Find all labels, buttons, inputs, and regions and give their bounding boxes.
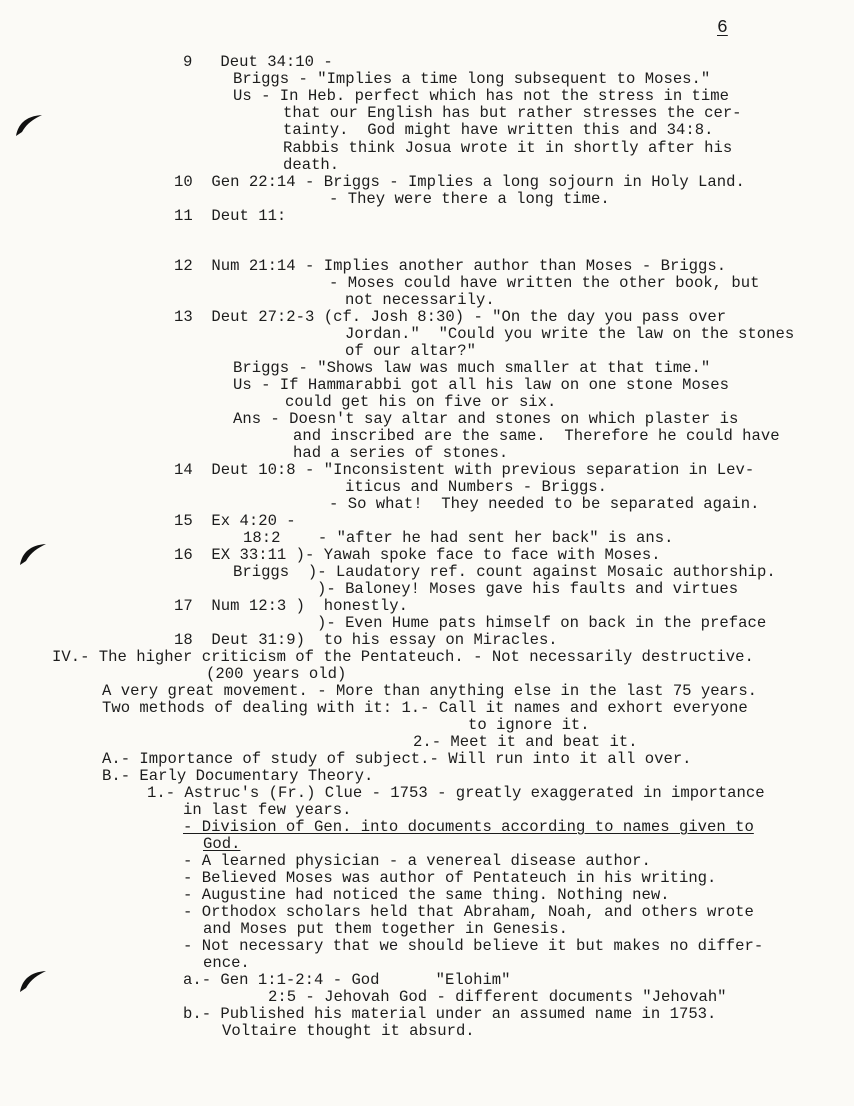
- text-line: Briggs - "Implies a time long subsequent to Moses.": [233, 70, 711, 88]
- text-line: IV.- The higher criticism of the Pentateuch. - Not necessarily destructive.: [52, 648, 754, 666]
- text-line: - Orthodox scholars held that Abraham, Noah, and others wrote: [183, 903, 754, 921]
- text-line: Rabbis think Josua wrote it in shortly after his: [283, 139, 733, 157]
- text-line: - They were there a long time.: [329, 190, 610, 208]
- text-line: - Moses could have written the other book, but: [329, 274, 760, 292]
- text-line: a.- Gen 1:1-2:4 - God "Elohim": [183, 971, 511, 989]
- text-line: - Believed Moses was author of Pentateuch in his writing.: [183, 869, 717, 887]
- text-line: 17 Num 12:3 ) honestly.: [174, 597, 408, 615]
- text-line: iticus and Numbers - Briggs.: [345, 478, 608, 496]
- text-line: 2.- Meet it and beat it.: [413, 733, 638, 751]
- text-line: had a series of stones.: [293, 444, 509, 462]
- text-line: 10 Gen 22:14 - Briggs - Implies a long sojourn in Holy Land.: [174, 173, 745, 191]
- text-line: - Not necessary that we should believe it but makes no differ-: [183, 937, 764, 955]
- text-line: and Moses put them together in Genesis.: [203, 920, 568, 938]
- text-line: 11 Deut 11:: [174, 207, 287, 225]
- text-line: )- Even Hume pats himself on back in the preface: [317, 614, 767, 632]
- text-line: 15 Ex 4:20 -: [174, 512, 296, 530]
- binder-hole-mark: [18, 541, 48, 567]
- text-line: Us - In Heb. perfect which has not the stress in time: [233, 87, 729, 105]
- text-line: (200 years old): [206, 665, 347, 683]
- text-line: Us - If Hammarabbi got all his law on one stone Moses: [233, 376, 729, 394]
- text-line: - Division of Gen. into documents according to names given to: [183, 818, 754, 836]
- text-line: 12 Num 21:14 - Implies another author than Moses - Briggs.: [174, 257, 727, 275]
- text-line: 18:2 - "after he had sent her back" is ans.: [243, 529, 674, 547]
- text-line: 16 EX 33:11 )- Yawah spoke face to face with Moses.: [174, 546, 661, 564]
- text-line: 1.- Astruc's (Fr.) Clue - 1753 - greatly exaggerated in importance: [147, 784, 765, 802]
- text-line: Jordan." "Could you write the law on the stones: [345, 325, 795, 343]
- text-line: in last few years.: [183, 801, 352, 819]
- text-line: ence.: [203, 954, 250, 972]
- page-number: 6: [717, 18, 728, 38]
- text-line: - Augustine had noticed the same thing. Nothing new.: [183, 886, 670, 904]
- text-line: God.: [203, 835, 241, 853]
- text-line: death.: [283, 156, 340, 174]
- text-line: 9 Deut 34:10 -: [183, 53, 333, 71]
- text-line: and inscribed are the same. Therefore he could have: [293, 427, 780, 445]
- text-line: Voltaire thought it absurd.: [222, 1022, 475, 1040]
- text-line: Briggs )- Laudatory ref. count against Mosaic authorship.: [233, 563, 776, 581]
- text-line: Ans - Doesn't say altar and stones on which plaster is: [233, 410, 739, 428]
- text-line: - A learned physician - a venereal disease author.: [183, 852, 651, 870]
- text-line: Two methods of dealing with it: 1.- Call it names and exhort everyone: [102, 699, 748, 717]
- text-line: 18 Deut 31:9) to his essay on Miracles.: [174, 631, 558, 649]
- text-line: tainty. God might have written this and 34:8.: [283, 121, 714, 139]
- text-line: 14 Deut 10:8 - "Inconsistent with previous separation in Lev-: [174, 461, 755, 479]
- text-line: of our altar?": [345, 342, 477, 360]
- text-line: 13 Deut 27:2-3 (cf. Josh 8:30) - "On the day you pass over: [174, 308, 727, 326]
- text-line: )- Baloney! Moses gave his faults and virtues: [317, 580, 739, 598]
- binder-hole-mark: [14, 112, 44, 138]
- text-line: not necessarily.: [345, 291, 495, 309]
- text-line: - So what! They needed to be separated again.: [329, 495, 760, 513]
- text-line: 2:5 - Jehovah God - different documents "Jehovah": [268, 988, 727, 1006]
- text-line: that our English has but rather stresses the cer-: [283, 104, 742, 122]
- text-line: could get his on five or six.: [285, 393, 557, 411]
- text-line: b.- Published his material under an assumed name in 1753.: [183, 1005, 717, 1023]
- text-line: Briggs - "Shows law was much smaller at that time.": [233, 359, 711, 377]
- binder-hole-mark: [18, 968, 48, 994]
- text-line: A.- Importance of study of subject.- Will run into it all over.: [102, 750, 692, 768]
- text-line: B.- Early Documentary Theory.: [102, 767, 374, 785]
- text-line: to ignore it.: [468, 716, 590, 734]
- text-line: A very great movement. - More than anything else in the last 75 years.: [102, 682, 758, 700]
